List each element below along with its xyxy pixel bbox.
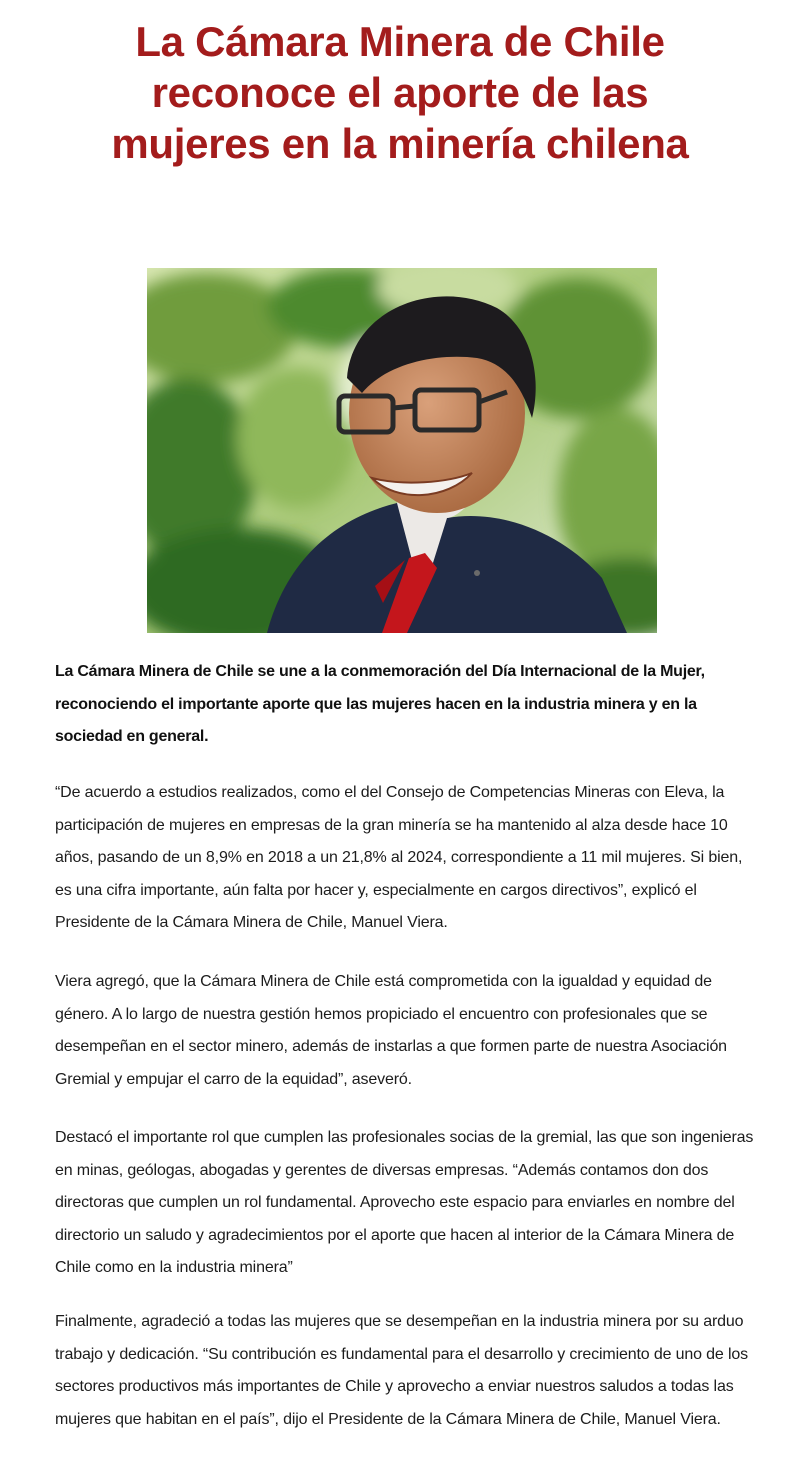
article-title: La Cámara Minera de Chile reconoce el aporte de las mujeres en la minería chilena (111, 18, 689, 167)
portrait-photo-illustration (147, 268, 657, 633)
article-paragraph: Viera agregó, que la Cámara Minera de Chile está comprometida con la igualdad y equidad de género. A lo largo de nuestra gestión hemos propiciado el encuentro con profesionales que se desempeñan en el sector minero, además de instarlas a que formen parte de nuestra Asociación Gremial y empujar el carro de la equidad”, aseveró. (55, 973, 727, 1088)
article-paragraph: Finalmente, agradeció a todas las mujeres que se desempeñan en la industria minera por su arduo trabajo y dedicación. “Su contribución es fundamental para el desarrollo y crecimiento de uno de los sectores productivos más importantes de Chile y aprovecho a enviar nuestros saludos a todas las mujeres que habitan en el país”, dijo el Presidente de la Cámara Minera de Chile, Manuel Viera. (55, 1313, 748, 1428)
portrait-photo (147, 268, 657, 633)
article-paragraph: “De acuerdo a estudios realizados, como el del Consejo de Competencias Mineras con Eleva, la participación de mujeres en empresas de la gran minería se ha mantenido al alza desde hace 10 años, pasando de un 8,9% en 2018 a un 21,8% al 2024, correspondiente a 11 mil mujeres. Si bien, es una cifra importante, aún falta por hacer y, especialmente en cargos directivos”, explicó el Presidente de la Cámara Minera de Chile, Manuel Viera. (55, 784, 743, 931)
article-lead: La Cámara Minera de Chile se une a la conmemoración del Día Internacional de la Mujer, reconociendo el importante aporte que las mujeres hacen en la industria minera y en la sociedad en general. (55, 663, 705, 745)
article-paragraph: Destacó el importante rol que cumplen las profesionales socias de la gremial, las que son ingenieras en minas, geólogas, abogadas y gerentes de diversas empresas. “Además contamos don dos directoras que cumplen un rol fundamental. Aprovecho este espacio para enviarles en nombre del directorio un saludo y agradecimientos por el aporte que hacen al interior de la Cámara Minera de Chile como en la industria minera” (55, 1129, 754, 1276)
